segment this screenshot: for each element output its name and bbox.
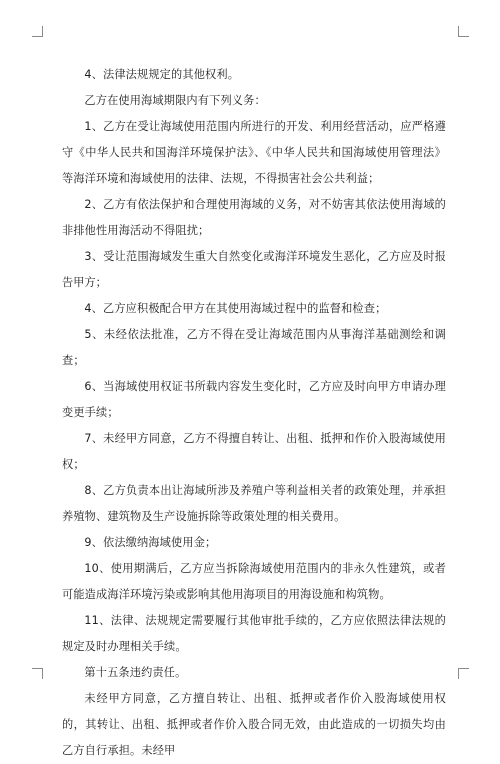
paragraph-obligation-2: 2、乙方有依法保护和合理使用海域的义务，对不妨害其依法使用海域的非排他性用海活动不得阻扰； [62,198,446,237]
document-body [62,62,446,764]
paragraph-obligation-4: 4、乙方应积极配合甲方在其使用海域过程中的监督和检查； [84,302,387,315]
paragraph-obligation-6: 6、当海域使用权证书所载内容发生变化时，乙方应及时向甲方申请办理变更手续； [62,380,446,419]
page-corner-mark-top-right [458,26,469,37]
paragraph-rights-item-4: 4、法律法规规定的其他权利。 [84,68,240,81]
paragraph-breach-liability: 未经甲方同意，乙方擅自转让、出租、抵押或者作价入股海域使用权的，其转让、出租、抵押或者作价入股合同无效，由此造成的一切损失均由乙方自行承担。未经甲 [62,692,446,757]
paragraph-obligation-9: 9、依法缴纳海域使用金； [84,536,217,549]
paragraph-obligations-intro: 乙方在使用海域期限内有下列义务： [84,94,266,107]
paragraph-obligation-10: 10、使用期满后，乙方应当拆除海域使用范围内的非永久性建筑，或者可能造成海洋环境污染或影响其他用海项目的用海设施和构筑物。 [62,562,446,601]
paragraph-obligation-8: 8、乙方负责本出让海域所涉及养殖户等利益相关者的政策处理，并承担养殖物、建筑物及生产设施拆除等政策处理的相关费用。 [62,484,446,523]
page-corner-mark-bottom-right [458,668,469,679]
page-corner-mark-bottom-left [32,668,43,679]
page-corner-mark-top-left [32,26,43,37]
paragraph-obligation-7: 7、未经甲方同意，乙方不得擅自转让、出租、抵押和作价入股海域使用权； [62,432,446,471]
paragraph-obligation-5: 5、未经依法批准，乙方不得在受让海域范围内从事海洋基础测绘和调查； [62,328,446,367]
section-heading-article-15: 第十五条违约责任。 [84,666,187,679]
paragraph-obligation-11: 11、法律、法规规定需要履行其他审批手续的，乙方应依照法律法规的规定及时办理相关手续。 [62,614,446,653]
paragraph-obligation-1: 1、乙方在受让海域使用范围内所进行的开发、利用经营活动，应严格遵守《中华人民共和国海洋环境保护法》、《中华人民共和国海域使用管理法》等海洋环境和海域使用的法律、法规，不得损害社会公共利益； [62,120,446,185]
paragraph-obligation-3: 3、受让范围海域发生重大自然变化或海洋环境发生恶化，乙方应及时报告甲方； [62,250,446,289]
